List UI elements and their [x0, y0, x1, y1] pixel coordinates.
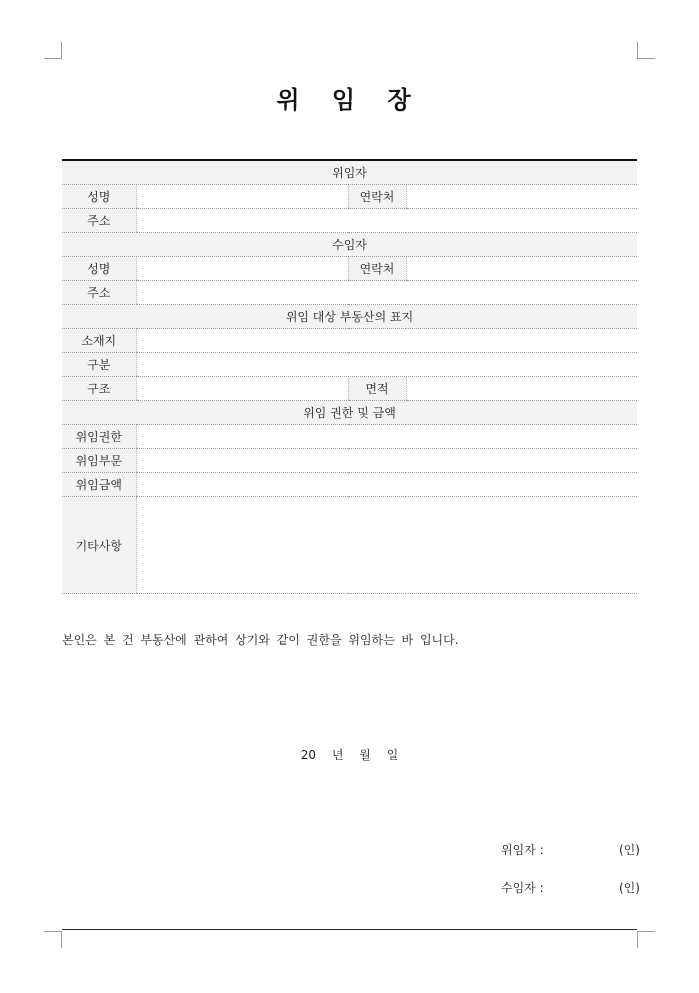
delegate-signature-label: 수임자 : [501, 881, 544, 895]
date-year: 20 [300, 748, 316, 762]
label-delegator-contact: 연락처 [348, 185, 406, 209]
crop-mark-top-right [637, 58, 655, 59]
delegate-address-field[interactable] [136, 281, 637, 305]
remarks-field[interactable] [136, 497, 637, 594]
crop-mark-top-left [44, 58, 62, 59]
page-title: 위 임 장 [276, 86, 423, 114]
crop-mark-bottom-right [637, 931, 655, 932]
structure-field[interactable] [136, 377, 348, 401]
scope-field[interactable] [136, 425, 637, 449]
date-day-unit: 일 [386, 748, 399, 762]
amount-field[interactable] [136, 473, 637, 497]
delegate-name-field[interactable] [136, 257, 348, 281]
delegator-seal: (인) [619, 843, 640, 857]
date-line [0, 746, 699, 763]
label-amount: 위임금액 [62, 473, 136, 497]
location-field[interactable] [136, 329, 637, 353]
footer-rule [62, 929, 637, 930]
delegate-contact-field[interactable] [406, 257, 637, 281]
section-header-delegator: 위임자 [62, 160, 637, 185]
label-category: 구분 [62, 353, 136, 377]
delegate-seal: (인) [619, 881, 640, 895]
section-header-delegate: 수임자 [62, 233, 637, 257]
delegator-contact-field[interactable] [406, 185, 637, 209]
label-location: 소재지 [62, 329, 136, 353]
crop-mark-bottom-left [61, 931, 62, 948]
label-remarks: 기타사항 [62, 497, 136, 594]
section-header-authority: 위임 권한 및 금액 [62, 401, 637, 425]
delegator-signature-label: 위임자 : [501, 843, 544, 857]
crop-mark-top-left [61, 42, 62, 59]
delegation-form-table [62, 159, 637, 594]
category-field[interactable] [136, 353, 637, 377]
label-scope: 위임권한 [62, 425, 136, 449]
section-header-property: 위임 대상 부동산의 표지 [62, 305, 637, 329]
label-area: 면적 [348, 377, 406, 401]
label-delegator-name: 성명 [62, 185, 136, 209]
label-delegator-address: 주소 [62, 209, 136, 233]
area-field[interactable] [406, 377, 637, 401]
crop-mark-bottom-left [44, 931, 62, 932]
delegator-name-field[interactable] [136, 185, 348, 209]
date-year-unit: 년 [331, 748, 344, 762]
date-month-unit: 월 [359, 748, 371, 762]
label-structure: 구조 [62, 377, 136, 401]
part-field[interactable] [136, 449, 637, 473]
label-delegate-contact: 연락처 [348, 257, 406, 281]
delegator-address-field[interactable] [136, 209, 637, 233]
crop-mark-bottom-right [637, 931, 638, 948]
crop-mark-top-right [637, 42, 638, 59]
delegation-statement: 본인은 본 건 부동산에 관하여 상기와 같이 권한을 위임하는 바 입니다. [62, 633, 459, 647]
label-delegate-name: 성명 [62, 257, 136, 281]
label-delegate-address: 주소 [62, 281, 136, 305]
label-part: 위임부문 [62, 449, 136, 473]
